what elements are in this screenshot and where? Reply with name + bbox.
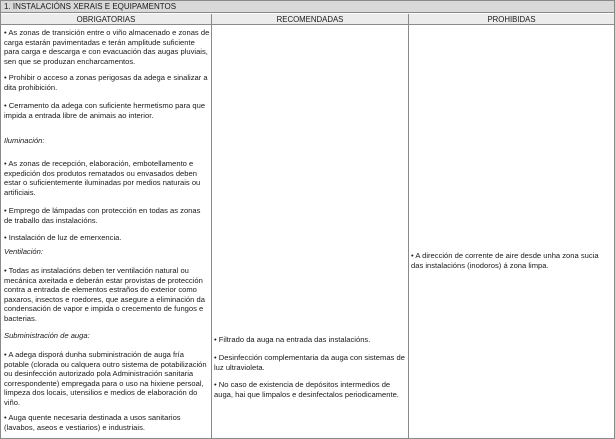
obligatoria-item: • As zonas de transición entre o viño almacenado e zonas de carga estarán pavimentadas e terán amplitude suficiente para carga e descarga e con evacuación das augas pluviais, sen que se produzan encharcamentos.	[4, 28, 210, 66]
subheading-ventilacion: Ventilación:	[4, 247, 43, 256]
column-header-obligatorias: OBRIGATORIAS	[1, 14, 211, 25]
column-header-recomendadas: RECOMENDADAS	[211, 14, 408, 25]
obligatoria-item: • As zonas de recepción, elaboración, embotellamento e expedición dos produtos rematados ou envasados deben estar o suficientemente iluminadas por medios naturais ou artificiais.	[4, 159, 201, 197]
column-divider	[211, 25, 212, 438]
column-header-prohibidas: PROHIBIDAS	[408, 14, 614, 25]
recomendada-item: • Desinfección complementaria da auga con sistemas de luz ultravioleta.	[214, 353, 405, 372]
subheading-auga: Subministración de auga:	[4, 331, 90, 340]
column-divider	[408, 25, 409, 438]
recomendada-item: • Filtrado da auga na entrada das instalacións.	[214, 335, 371, 344]
obligatoria-item: • Todas as instalacións deben ter ventilación natural ou mecánica axeitada e deberán estar provistas de protección contra a entrada de elementos estraños do exterior como paxaros, insectos e roedores, que asegure a eliminación da condensación de vapor e impida o crecemento de fungos e bacterias.	[4, 266, 205, 323]
obligatoria-item: • Prohibir o acceso a zonas perigosas da adega e sinalizar a dita prohibición.	[4, 73, 208, 92]
obligatoria-item: • Instalación de luz de emerxencia.	[4, 233, 122, 242]
obligatoria-item: • Cerramento da adega con suficiente hermetismo para que impida a entrada libre de animais ao interior.	[4, 101, 206, 120]
obligatoria-item: • Emprego de lámpadas con protección en todas as zonas de traballo das instalacións.	[4, 206, 201, 225]
section-title: 1. INSTALACIÓNS XERAIS E EQUIPAMENTOS	[1, 1, 614, 13]
subheading-iluminacion: Iluminación:	[4, 136, 45, 145]
obligatoria-item: • A adega disporá dunha subministración de auga fría potable (clorada ou calquera outro sistema de potabilización ou desinfección autorizado pola Administración sanitaria correspondente) empregada para o uso na hixiene persoal, limpeza dos locais, utensilios e medios de elaboración do viño.	[4, 350, 207, 407]
recomendada-item: • No caso de existencia de depósitos intermedios de auga, hai que limpalos e desinfectalos periodicamente.	[214, 380, 399, 399]
obligatoria-item: • Auga quente necesaria destinada a usos sanitarios (lavabos, aseos e vestiarios) e industriais.	[4, 413, 181, 432]
prohibida-item: • A dirección de corrente de aire desde unha zona sucia das instalacións (inodoros) á zona limpa.	[411, 251, 599, 270]
